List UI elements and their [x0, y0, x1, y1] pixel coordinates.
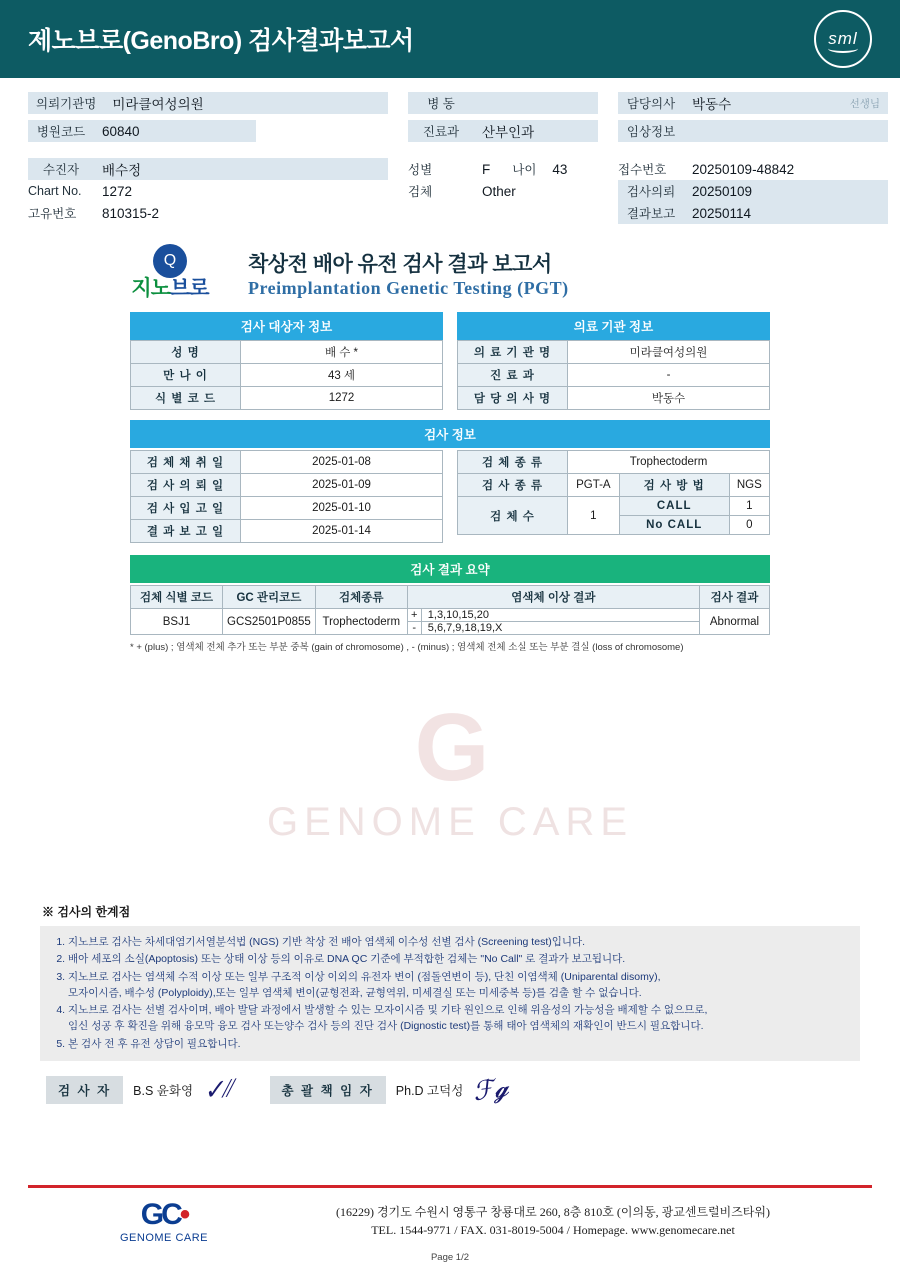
genobro-logo-icon [110, 244, 230, 302]
limitations-box [40, 926, 860, 1061]
list-item [68, 934, 848, 950]
field-id-no [28, 202, 388, 224]
chart-no-label: Chart No. [28, 184, 82, 198]
accession-label: 접수번호 [618, 163, 667, 177]
hospital-code-label: 병원코드 [36, 125, 86, 139]
specimen-type-label: 검 체 종 류 [458, 451, 568, 474]
limitation-2: 배아 세포의 소실(Apoptosis) 또는 상태 이상 등의 이유로 DNA QC 기준에 부적합한 검체는 "No Call" 로 결과가 보고됩니다. [68, 953, 626, 966]
test-info-dates-table [130, 450, 443, 543]
document-header [0, 0, 900, 78]
table-row [131, 387, 443, 410]
abnormal-gain-value: 1,3,10,15,20 [427, 609, 489, 621]
field-report-date [618, 202, 888, 224]
genomecare-dot-icon: • [179, 1198, 188, 1231]
report-value: 20250114 [692, 205, 752, 221]
table-header-row [131, 586, 770, 609]
tester-name: B.S 윤화영 [133, 1084, 194, 1099]
test-info-dates-block [130, 450, 443, 543]
call-label: CALL [619, 497, 729, 516]
table-row [131, 497, 443, 520]
list-item [68, 1036, 848, 1052]
institution-row1-value: - [568, 364, 770, 387]
field-department [408, 120, 598, 142]
department-value: 산부인과 [482, 125, 535, 140]
institution-row0-value: 미라클여성의원 [568, 341, 770, 364]
subject-info-table [130, 340, 443, 410]
genomecare-logo-name: GENOME CARE [120, 1232, 209, 1244]
cell-sample-id: BSJ1 [131, 609, 223, 635]
table-row [458, 341, 770, 364]
ward-label: 병 동 [427, 97, 455, 111]
institution-info-header: 의료 기관 정보 [457, 312, 770, 340]
table-row [131, 451, 443, 474]
cell-test-result: Abnormal [700, 609, 770, 635]
institution-info-table [457, 340, 770, 410]
testdate-row1-key: 검 사 의 뢰 일 [131, 474, 241, 497]
test-info-detail-table [457, 450, 770, 535]
institution-row2-value: 박동수 [568, 387, 770, 410]
institution-info-block [457, 312, 770, 410]
cell-abnormal-result [407, 609, 699, 635]
genobro-logo-text [110, 272, 230, 302]
abnormal-gain-line [408, 609, 699, 621]
subject-row0-key: 성 명 [131, 341, 241, 364]
table-row [131, 341, 443, 364]
cell-gc-code: GCS2501P0855 [223, 609, 316, 635]
id-label: 고유번호 [28, 207, 77, 221]
test-info-row [130, 450, 770, 543]
age-value: 43 [552, 161, 568, 177]
field-ward [408, 92, 598, 114]
limitations-title: ※ 검사의 한계점 [42, 905, 131, 919]
doctor-suffix: 선생님 [849, 97, 880, 110]
footer-page-number: Page 1/2 [430, 1252, 470, 1263]
col-gc-code: GC 관리코드 [223, 586, 316, 609]
col-abnormal-result: 염색체 이상 결과 [407, 586, 699, 609]
field-clinical-info [618, 120, 888, 142]
testdate-row2-value: 2025-01-10 [241, 497, 443, 520]
field-organization [28, 92, 388, 114]
testdate-row3-key: 결 과 보 고 일 [131, 520, 241, 543]
testdate-row3-value: 2025-01-14 [241, 520, 443, 543]
department-label: 진료과 [422, 125, 460, 139]
table-row [131, 520, 443, 543]
footer-contact: TEL. 1544-9771 / FAX. 031-8019-5004 / Homepage. www.genomecare.net [371, 1223, 735, 1237]
report-title-en: Preimplantation Genetic Testing (PGT) [248, 277, 569, 298]
genomecare-mark-text: GC [140, 1198, 180, 1231]
institution-row1-key: 진 료 과 [458, 364, 568, 387]
sex-value: F [482, 161, 491, 177]
result-summary-header: 검사 결과 요약 [130, 555, 770, 583]
subject-row1-key: 만 나 이 [131, 364, 241, 387]
subject-row2-key: 식 별 코 드 [131, 387, 241, 410]
count-label: 검 체 수 [458, 497, 568, 535]
list-item [68, 951, 848, 967]
limitation-1: 지노브로 검사는 차세대염기서열분석법 (NGS) 기반 착상 전 배아 염색체 이수성 선별 검사 (Screening test)입니다. [68, 936, 586, 948]
doctor-value: 박동수 [692, 97, 732, 112]
subject-info-block [130, 312, 443, 410]
result-summary-footnote: * + (plus) ; 염색체 전체 추가 또는 부분 중복 (gain of chromosome) , - (minus) ; 염색체 전체 소실 또는 부분 결실 (loss of chromosome) [130, 642, 684, 653]
method-label: 검 사 방 법 [619, 474, 729, 497]
report-title-area [0, 228, 900, 312]
watermark [0, 694, 900, 845]
test-type-value: PGT-A [568, 474, 620, 497]
call-value: 1 [729, 497, 769, 516]
sml-logo-icon [814, 10, 872, 68]
cell-sample-type: Trophectoderm [315, 609, 407, 635]
id-value: 810315-2 [102, 205, 160, 221]
testdate-row2-key: 검 사 입 고 일 [131, 497, 241, 520]
field-doctor [618, 92, 888, 114]
genobro-logo-kr1: 지노 [131, 277, 170, 300]
testdate-row1-value: 2025-01-09 [241, 474, 443, 497]
subject-row1-value: 43 세 [241, 364, 443, 387]
limitation-5: 본 검사 전 후 유전 상담이 필요합니다. [68, 1037, 241, 1050]
nocall-value: 0 [729, 516, 769, 535]
limitation-4a: 지노브로 검사는 선별 검사이며, 배아 발달 과정에서 발생할 수 있는 모자이시즘 및 기타 원인으로 인해 위음성의 가능성을 배제할 수 없으므로, [68, 1004, 708, 1017]
manager-signature-icon: ℱ𝓰 [471, 1072, 511, 1107]
clinical-label: 임상정보 [626, 125, 676, 139]
watermark-text: GENOME CARE [266, 800, 634, 844]
subject-row2-value: 1272 [241, 387, 443, 410]
organization-value: 미라클여성의원 [112, 97, 204, 112]
result-summary-table [130, 585, 770, 635]
table-row [458, 451, 770, 474]
doctor-label: 담당의사 [626, 97, 676, 111]
report-label: 결과보고 [626, 207, 676, 221]
table-row [131, 364, 443, 387]
patient-info-section [0, 78, 900, 228]
signature-row [40, 1072, 860, 1107]
field-accession [618, 158, 888, 180]
table-row [458, 497, 770, 516]
subject-row0-value: 배 수 * [241, 341, 443, 364]
testdate-row0-value: 2025-01-08 [241, 451, 443, 474]
report-title-text [248, 248, 569, 299]
field-sex-age [408, 158, 598, 180]
field-hospital-code [28, 120, 256, 142]
manager-name: Ph.D 고덕성 [395, 1084, 464, 1099]
watermark-logo: G [414, 694, 486, 801]
abnormal-loss-value: 5,6,7,9,18,19,X [427, 622, 503, 634]
col-sample-id: 검체 식별 코드 [131, 586, 223, 609]
field-request-date [618, 180, 888, 202]
sex-label: 성별 [408, 163, 433, 177]
col-test-result: 검사 결과 [700, 586, 770, 609]
limitation-4b: 임신 성공 후 확진을 위해 융모막 융모 검사 또는양수 검사 등의 진단 검사 (Dignostic test)를 통해 태아 염색체의 재확인이 반드시 필요합니다. [68, 1020, 704, 1033]
test-type-label: 검 사 종 류 [458, 474, 568, 497]
limitation-3b: 모자이시즘, 배수성 (Polyploidy),또는 일부 염색체 변이(균형전좌, 균형역위, 미세결실 또는 미세중복 등)를 검출 할 수 없습니다. [68, 986, 642, 999]
institution-row2-key: 담 당 의 사 명 [458, 387, 568, 410]
abnormal-gain-sign: + [408, 609, 422, 621]
request-label: 검사의뢰 [626, 185, 676, 199]
genobro-logo-kr2: 브로 [170, 277, 209, 300]
page-title: 제노브로(GenoBro) 검사결과보고서 [28, 27, 414, 55]
request-value: 20250109 [692, 183, 753, 199]
limitation-3a: 지노브로 검사는 염색체 수적 이상 또는 일부 구조적 이상 이외의 유전자 변이 (점돌연변이 등), 단친 이염색체 (Uniparental disomy), [68, 970, 661, 983]
report-title-kr: 착상전 배아 유전 검사 결과 보고서 [248, 252, 552, 276]
age-label: 나이 [512, 163, 537, 177]
sml-logo-text: sml [828, 29, 858, 48]
patient-value: 배수정 [102, 163, 142, 178]
specimen-value: Other [482, 183, 516, 199]
limitations-section [0, 903, 900, 1106]
test-info-detail-block [457, 450, 770, 543]
genomecare-mark [120, 1198, 208, 1232]
specimen-label: 검체 [408, 185, 433, 199]
tester-label: 검 사 자 [46, 1076, 123, 1104]
tester-signature-icon: ✓∕∕ [201, 1073, 236, 1107]
abnormal-loss-sign: - [408, 622, 422, 634]
field-specimen [408, 180, 598, 202]
table-row [458, 387, 770, 410]
genomecare-logo-icon [120, 1198, 208, 1244]
nocall-label: No CALL [619, 516, 729, 535]
chart-no-value: 1272 [102, 183, 133, 199]
subject-info-header: 검사 대상자 정보 [130, 312, 443, 340]
footer-address: (16229) 경기도 수원시 영통구 창룡대로 260, 8층 810호 (이의동, 광교센트럴비즈타워) [336, 1205, 770, 1219]
abnormal-loss-line [408, 621, 699, 634]
subject-institution-row [130, 312, 770, 410]
table-row [131, 474, 443, 497]
patient-info-col-mid [408, 92, 598, 224]
testdate-row0-key: 검 체 채 취 일 [131, 451, 241, 474]
field-patient-name [28, 158, 388, 180]
organization-label: 의뢰기관명 [36, 97, 97, 111]
table-row [131, 609, 770, 635]
specimen-type-value: Trophectoderm [568, 451, 770, 474]
footer-address-block [234, 1203, 872, 1239]
patient-info-col-left [28, 92, 388, 224]
test-info-header: 검사 정보 [130, 420, 770, 448]
accession-value: 20250109-48842 [692, 161, 795, 177]
institution-row0-key: 의 료 기 관 명 [458, 341, 568, 364]
method-value: NGS [729, 474, 769, 497]
patient-label: 수진자 [42, 163, 80, 177]
genobro-mark-icon: Q [153, 244, 187, 278]
list-item [68, 1002, 848, 1035]
col-sample-type: 검체종류 [315, 586, 407, 609]
patient-info-col-right [618, 92, 888, 224]
tables-section [0, 312, 900, 653]
field-chart-no [28, 180, 388, 202]
table-row [458, 474, 770, 497]
table-row [458, 364, 770, 387]
manager-label: 총 괄 책 임 자 [270, 1076, 386, 1104]
hospital-code-value: 60840 [102, 123, 140, 139]
list-item [68, 969, 848, 1002]
document-footer [0, 1185, 900, 1271]
count-value: 1 [568, 497, 620, 535]
